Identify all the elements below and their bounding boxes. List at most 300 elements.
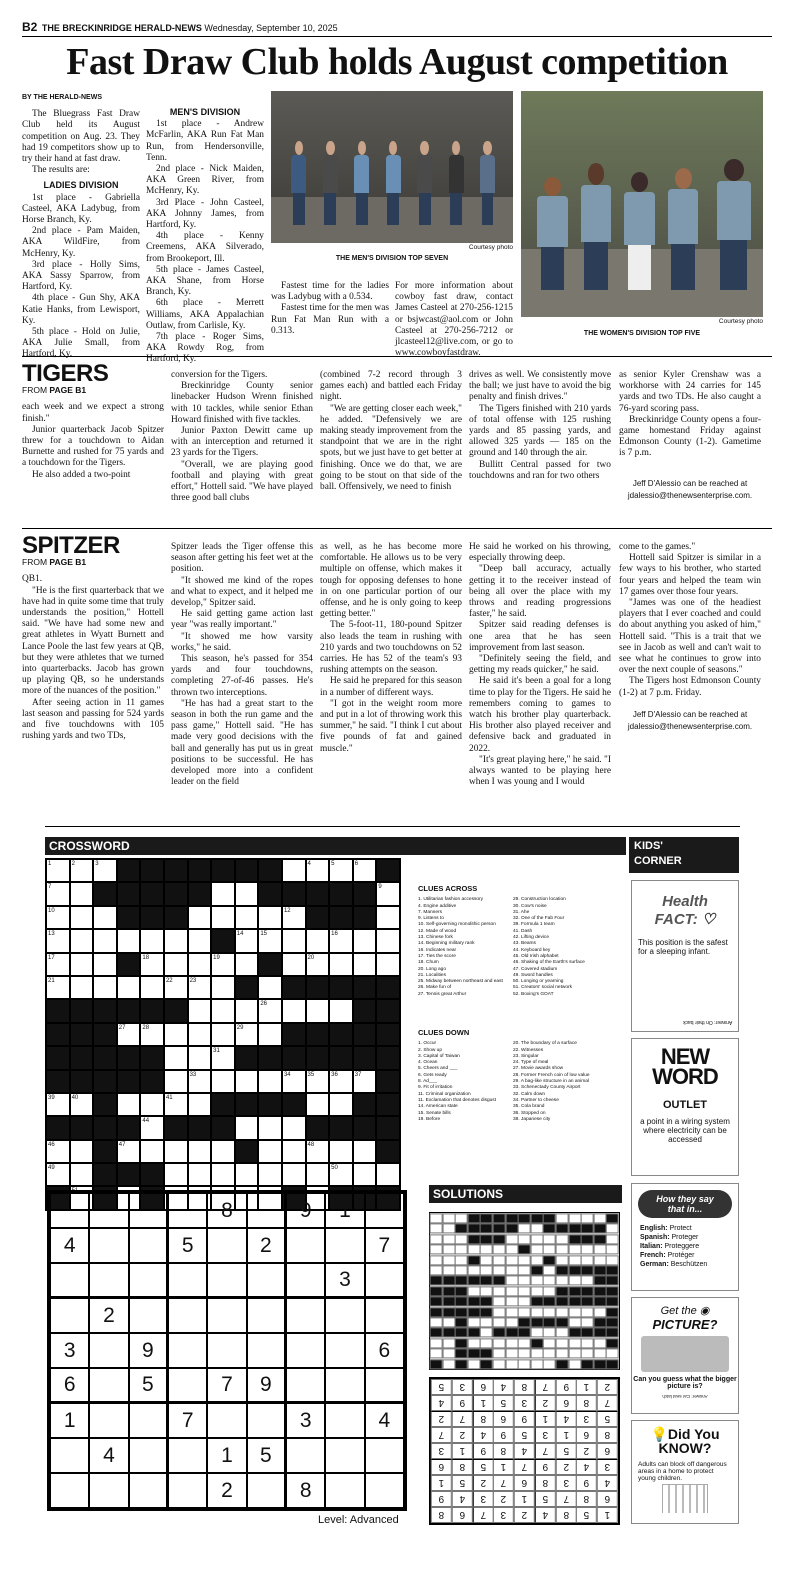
sudoku-solution-cell: 1 bbox=[535, 1411, 556, 1427]
sudoku-cell[interactable] bbox=[168, 1368, 207, 1403]
solution-cell bbox=[480, 1338, 493, 1348]
crossword-cell[interactable]: 15 bbox=[258, 929, 282, 952]
crossword-cell[interactable]: 9 bbox=[376, 882, 400, 905]
sudoku-cell[interactable] bbox=[89, 1473, 128, 1508]
paragraph: Breckinridge County opens a four-game homestand Friday against Edmonson County (1-2). Gametime is 7 p.m. bbox=[619, 414, 761, 459]
sudoku-cell[interactable] bbox=[50, 1438, 89, 1473]
solution-cell bbox=[493, 1359, 506, 1369]
crossword-cell[interactable] bbox=[93, 953, 117, 976]
sudoku-cell[interactable]: 4 bbox=[50, 1228, 89, 1263]
crossword-cell[interactable] bbox=[376, 953, 400, 976]
crossword-cell[interactable]: 12 bbox=[282, 906, 306, 929]
crossword-block bbox=[306, 1046, 330, 1069]
solution-cell bbox=[480, 1286, 493, 1296]
crossword-cell[interactable] bbox=[211, 1163, 235, 1186]
sudoku-cell[interactable]: 1 bbox=[325, 1193, 364, 1228]
sudoku-cell[interactable] bbox=[207, 1263, 246, 1298]
sudoku-cell[interactable] bbox=[168, 1473, 207, 1508]
solution-cell bbox=[581, 1338, 594, 1348]
crossword-cell[interactable] bbox=[258, 906, 282, 929]
sudoku-cell[interactable] bbox=[129, 1298, 168, 1333]
crossword-cell[interactable] bbox=[235, 1070, 259, 1093]
crossword-cell[interactable] bbox=[93, 929, 117, 952]
solution-cell bbox=[606, 1213, 619, 1223]
sudoku-cell[interactable] bbox=[207, 1333, 246, 1368]
crossword-cell[interactable] bbox=[93, 906, 117, 929]
crossword-cell[interactable] bbox=[188, 1140, 212, 1163]
paragraph: "It showed me how varsity works," he said. bbox=[171, 631, 313, 653]
crossword-cell[interactable]: 34 bbox=[282, 1070, 306, 1093]
crossword-cell[interactable] bbox=[306, 1163, 330, 1186]
crossword-cell[interactable] bbox=[117, 976, 141, 999]
sudoku-cell[interactable] bbox=[129, 1473, 168, 1508]
solution-cell bbox=[468, 1213, 481, 1223]
clue: 52. Boxing's GOAT bbox=[513, 991, 554, 997]
crossword-cell[interactable] bbox=[306, 929, 330, 952]
crossword-cell[interactable] bbox=[211, 1070, 235, 1093]
clue: 24. Type of meal bbox=[513, 1060, 549, 1066]
sudoku-cell[interactable] bbox=[286, 1438, 325, 1473]
crossword-cell[interactable]: 5 bbox=[329, 859, 353, 882]
crossword-cell[interactable]: 50 bbox=[329, 1163, 353, 1186]
solution-cell bbox=[443, 1317, 456, 1327]
photo1-credit: Courtesy photo bbox=[468, 244, 513, 251]
crossword-cell[interactable]: 7 bbox=[46, 882, 70, 905]
sudoku-cell[interactable] bbox=[89, 1368, 128, 1403]
crossword-cell[interactable]: 2 bbox=[70, 859, 94, 882]
solution-cell bbox=[430, 1327, 443, 1337]
sudoku-cell[interactable] bbox=[168, 1193, 207, 1228]
paragraph: "Definitely seeing the field, and getting my reads quicker," he said. bbox=[469, 654, 611, 676]
tigers-text-1 bbox=[22, 402, 164, 480]
sudoku-cell[interactable]: 4 bbox=[365, 1403, 404, 1438]
crossword-cell[interactable] bbox=[164, 1046, 188, 1069]
clue: 47. Covered stadium bbox=[513, 966, 558, 972]
crossword-cell[interactable] bbox=[235, 1163, 259, 1186]
crossword-cell[interactable]: 20 bbox=[306, 953, 330, 976]
fastdraw-col1 bbox=[22, 92, 140, 361]
sudoku-cell[interactable]: 3 bbox=[50, 1333, 89, 1368]
crossword-cell[interactable]: 22 bbox=[164, 976, 188, 999]
sudoku-cell[interactable] bbox=[247, 1193, 286, 1228]
did-you-know-text: Adults can block off dangerous areas in a home to protect young children. bbox=[638, 1461, 727, 1482]
sudoku-cell[interactable] bbox=[89, 1193, 128, 1228]
crossword-cell[interactable]: 3 bbox=[93, 859, 117, 882]
crossword-cell[interactable]: 39 bbox=[46, 1093, 70, 1116]
solution-cell bbox=[518, 1296, 531, 1306]
sudoku-solution-cell: 2 bbox=[556, 1459, 577, 1475]
sudoku-cell[interactable] bbox=[89, 1403, 128, 1438]
sudoku-cell[interactable] bbox=[325, 1228, 364, 1263]
solution-cell bbox=[569, 1296, 582, 1306]
crossword-block bbox=[258, 1046, 282, 1069]
sudoku-cell[interactable] bbox=[129, 1263, 168, 1298]
sudoku-cell[interactable] bbox=[325, 1298, 364, 1333]
sudoku-cell[interactable] bbox=[325, 1403, 364, 1438]
sudoku-solution-cell: 1 bbox=[493, 1459, 514, 1475]
crossword-cell[interactable]: 26 bbox=[258, 999, 282, 1022]
sudoku-cell[interactable] bbox=[325, 1438, 364, 1473]
crossword-block bbox=[235, 1140, 259, 1163]
crossword-cell[interactable] bbox=[282, 859, 306, 882]
solution-cell bbox=[480, 1244, 493, 1254]
sudoku-cell[interactable]: 7 bbox=[365, 1228, 404, 1263]
crossword-cell[interactable] bbox=[353, 953, 377, 976]
sudoku-cell[interactable] bbox=[286, 1228, 325, 1263]
crossword-cell[interactable] bbox=[235, 999, 259, 1022]
clue: 12. Made of wood bbox=[418, 928, 457, 934]
sudoku-cell[interactable] bbox=[207, 1228, 246, 1263]
sudoku-cell[interactable] bbox=[89, 1333, 128, 1368]
crossword-cell[interactable] bbox=[188, 999, 212, 1022]
sudoku-grid[interactable] bbox=[47, 1190, 407, 1511]
crossword-cell[interactable] bbox=[282, 1163, 306, 1186]
spitzer-text-5 bbox=[619, 542, 761, 699]
crossword-cell[interactable] bbox=[164, 1023, 188, 1046]
clue: 32. One of the Fab Four bbox=[513, 916, 565, 922]
sudoku-cell[interactable]: 8 bbox=[286, 1473, 325, 1508]
sudoku-solution-cell: 1 bbox=[431, 1475, 452, 1491]
crossword-cell[interactable]: 46 bbox=[46, 1140, 70, 1163]
sudoku-solution-cell: 2 bbox=[597, 1379, 618, 1395]
paragraph: "We are getting closer each week," he added. "Defensively we are making steady improvement from the standpoint that we are in the right spots, but we just have to get better at finishing. Once we do that, we are going to be stout on that side of the ball. Offensively, we need to finish bbox=[320, 403, 462, 493]
crossword-cell[interactable] bbox=[376, 906, 400, 929]
solution-cell bbox=[606, 1359, 619, 1369]
sudoku-cell[interactable] bbox=[129, 1403, 168, 1438]
sudoku-cell[interactable] bbox=[50, 1193, 89, 1228]
sudoku-solution-cell: 5 bbox=[493, 1395, 514, 1411]
crossword-cell[interactable] bbox=[140, 929, 164, 952]
sudoku-cell[interactable]: 2 bbox=[89, 1298, 128, 1333]
sudoku-cell[interactable]: 7 bbox=[207, 1368, 246, 1403]
solution-cell bbox=[430, 1307, 443, 1317]
solution-cell bbox=[556, 1327, 569, 1337]
crossword-cell[interactable] bbox=[258, 1140, 282, 1163]
solution-cell bbox=[455, 1255, 468, 1265]
crossword-cell[interactable] bbox=[188, 1023, 212, 1046]
crossword-cell[interactable] bbox=[70, 1140, 94, 1163]
crossword-cell[interactable]: 41 bbox=[164, 1093, 188, 1116]
crossword-cell[interactable] bbox=[376, 929, 400, 952]
sudoku-cell[interactable] bbox=[365, 1263, 404, 1298]
crossword-cell[interactable] bbox=[353, 1140, 377, 1163]
paragraph: Bullitt Central passed for two touchdowns and ran for two others bbox=[469, 459, 611, 481]
crossword-cell[interactable] bbox=[164, 953, 188, 976]
sudoku-cell[interactable]: 4 bbox=[89, 1438, 128, 1473]
solution-cell bbox=[569, 1348, 582, 1358]
sudoku-cell[interactable] bbox=[286, 1298, 325, 1333]
solution-cell bbox=[430, 1359, 443, 1369]
spitzer-col4 bbox=[469, 542, 611, 788]
crossword-cell[interactable] bbox=[117, 1093, 141, 1116]
solution-cell bbox=[581, 1307, 594, 1317]
crossword-cell[interactable]: 49 bbox=[46, 1163, 70, 1186]
crossword-cell[interactable]: 23 bbox=[188, 976, 212, 999]
sudoku-cell[interactable] bbox=[50, 1473, 89, 1508]
crossword-cell[interactable] bbox=[117, 929, 141, 952]
sudoku-cell[interactable] bbox=[247, 1473, 286, 1508]
crossword-cell[interactable] bbox=[282, 1140, 306, 1163]
crossword-cell[interactable] bbox=[258, 1023, 282, 1046]
crossword-cell[interactable] bbox=[258, 1070, 282, 1093]
crossword-cell[interactable] bbox=[188, 953, 212, 976]
sudoku-cell[interactable] bbox=[89, 1263, 128, 1298]
sudoku-cell[interactable]: 5 bbox=[168, 1228, 207, 1263]
clue: 1. Utilitarian fashion accessory bbox=[418, 897, 484, 903]
crossword-block bbox=[70, 999, 94, 1022]
crossword-block bbox=[70, 1070, 94, 1093]
crossword-cell[interactable] bbox=[282, 929, 306, 952]
sudoku-cell[interactable] bbox=[365, 1368, 404, 1403]
crossword-cell[interactable]: 37 bbox=[353, 1070, 377, 1093]
sudoku-cell[interactable]: 6 bbox=[365, 1333, 404, 1368]
paragraph: "I got in the weight room more and put in a lot of throwing work this summer," he said. "I think I cut about five pounds of fat and gained muscle." bbox=[320, 698, 462, 754]
crossword-cell[interactable] bbox=[188, 1093, 212, 1116]
sudoku-cell[interactable]: 3 bbox=[325, 1263, 364, 1298]
crossword-cell[interactable] bbox=[164, 929, 188, 952]
crossword-cell[interactable]: 33 bbox=[188, 1070, 212, 1093]
crossword-cell[interactable] bbox=[353, 929, 377, 952]
sudoku-cell[interactable]: 5 bbox=[129, 1368, 168, 1403]
sudoku-cell[interactable] bbox=[89, 1228, 128, 1263]
sudoku-cell[interactable] bbox=[207, 1403, 246, 1438]
crossword-cell[interactable]: 18 bbox=[140, 953, 164, 976]
crossword-cell[interactable] bbox=[70, 976, 94, 999]
solution-cell bbox=[506, 1348, 519, 1358]
mens-division-title: MEN'S DIVISION bbox=[169, 107, 241, 117]
sudoku-cell[interactable] bbox=[286, 1333, 325, 1368]
crossword-cell[interactable]: 27 bbox=[117, 1023, 141, 1046]
solution-cell bbox=[543, 1255, 556, 1265]
crossword-cell[interactable] bbox=[164, 1140, 188, 1163]
sudoku-solution-cell: 7 bbox=[556, 1491, 577, 1507]
crossword-cell[interactable] bbox=[376, 1163, 400, 1186]
crossword-cell[interactable]: 10 bbox=[46, 906, 70, 929]
sudoku-solution-cell: 7 bbox=[431, 1427, 452, 1443]
crossword-cell[interactable]: 16 bbox=[329, 929, 353, 952]
sudoku-solution-cell: 8 bbox=[597, 1427, 618, 1443]
sudoku-cell[interactable] bbox=[129, 1228, 168, 1263]
crossword-cell[interactable] bbox=[258, 976, 282, 999]
sudoku-cell[interactable] bbox=[365, 1193, 404, 1228]
sudoku-cell[interactable] bbox=[325, 1368, 364, 1403]
crossword-cell[interactable] bbox=[211, 976, 235, 999]
sudoku-cell[interactable] bbox=[365, 1298, 404, 1333]
crossword-cell[interactable] bbox=[188, 1046, 212, 1069]
clues-down-title: CLUES DOWN bbox=[418, 1028, 470, 1037]
sudoku-cell[interactable] bbox=[168, 1333, 207, 1368]
crossword-cell[interactable] bbox=[211, 1140, 235, 1163]
crossword-cell[interactable] bbox=[140, 1140, 164, 1163]
crossword-cell[interactable]: 47 bbox=[117, 1140, 141, 1163]
sudoku-solution-cell: 3 bbox=[452, 1379, 473, 1395]
solution-cell bbox=[594, 1265, 607, 1275]
sudoku-cell[interactable] bbox=[325, 1333, 364, 1368]
crossword-cell[interactable]: 13 bbox=[46, 929, 70, 952]
crossword-block bbox=[164, 999, 188, 1022]
sudoku-cell[interactable] bbox=[286, 1263, 325, 1298]
sudoku-cell[interactable]: 9 bbox=[129, 1333, 168, 1368]
paragraph: He said he prepared for this season in a number of different ways. bbox=[320, 676, 462, 698]
sudoku-cell[interactable] bbox=[247, 1333, 286, 1368]
crossword-cell[interactable] bbox=[93, 976, 117, 999]
crossword-cell[interactable]: 21 bbox=[46, 976, 70, 999]
sudoku-solution-cell: 8 bbox=[535, 1475, 556, 1491]
crossword-cell[interactable] bbox=[235, 882, 259, 905]
sudoku-cell[interactable] bbox=[50, 1298, 89, 1333]
sudoku-solution-cell: 2 bbox=[576, 1443, 597, 1459]
crossword-cell[interactable]: 6 bbox=[353, 859, 377, 882]
crossword-cell[interactable]: 29 bbox=[235, 1023, 259, 1046]
sudoku-cell[interactable] bbox=[247, 1298, 286, 1333]
crossword-block bbox=[353, 976, 377, 999]
byline: BY THE HERALD-NEWS bbox=[22, 94, 102, 101]
crossword-cell[interactable] bbox=[70, 953, 94, 976]
crossword-cell[interactable] bbox=[140, 976, 164, 999]
crossword-cell[interactable]: 36 bbox=[329, 1070, 353, 1093]
solution-cell bbox=[594, 1275, 607, 1285]
crossword-cell[interactable] bbox=[329, 1093, 353, 1116]
crossword-cell[interactable] bbox=[282, 999, 306, 1022]
sudoku-cell[interactable] bbox=[247, 1263, 286, 1298]
sudoku-cell[interactable]: 9 bbox=[247, 1368, 286, 1403]
solution-cell bbox=[493, 1213, 506, 1223]
sudoku-cell[interactable] bbox=[365, 1438, 404, 1473]
sudoku-cell[interactable] bbox=[286, 1368, 325, 1403]
sudoku-cell[interactable] bbox=[325, 1473, 364, 1508]
paragraph: as well, as he has become more comfortable. He allows us to be very multiple on offense, which makes it tough for opposing defenses to hone in on one particular portion of our offense, and he is only going to keep getting better." bbox=[320, 542, 462, 620]
crossword-cell[interactable] bbox=[282, 1116, 306, 1139]
crossword-cell[interactable]: 44 bbox=[140, 1116, 164, 1139]
crossword-block bbox=[140, 859, 164, 882]
sudoku-cell[interactable]: 6 bbox=[50, 1368, 89, 1403]
tigers-jump-label: FROM PAGE B1 bbox=[22, 385, 87, 396]
spitzer-jump-label: FROM PAGE B1 bbox=[22, 557, 87, 568]
crossword-cell[interactable] bbox=[70, 1163, 94, 1186]
crossword-cell[interactable]: 51 bbox=[70, 1186, 94, 1209]
sudoku-solution-cell: 9 bbox=[431, 1491, 452, 1507]
crossword-cell[interactable] bbox=[329, 1140, 353, 1163]
sudoku-cell[interactable]: 1 bbox=[50, 1403, 89, 1438]
crossword-cell[interactable] bbox=[211, 999, 235, 1022]
crossword-solution bbox=[429, 1212, 620, 1370]
crossword-cell[interactable]: 4 bbox=[306, 859, 330, 882]
sudoku-cell[interactable] bbox=[129, 1193, 168, 1228]
crossword-cell[interactable] bbox=[282, 953, 306, 976]
sudoku-solution-cell: 3 bbox=[514, 1395, 535, 1411]
sudoku-solution-cell: 1 bbox=[473, 1395, 494, 1411]
paragraph: After seeing action in 11 games last season and passing for 524 yards and five touchdowns with 105 rushing yards and two TDs, bbox=[22, 697, 164, 742]
clue: 22. Witnesses bbox=[513, 1047, 544, 1053]
crossword-cell[interactable]: 1 bbox=[46, 859, 70, 882]
solution-cell bbox=[556, 1265, 569, 1275]
crossword-cell[interactable]: 35 bbox=[306, 1070, 330, 1093]
sudoku-cell[interactable]: 7 bbox=[168, 1403, 207, 1438]
clue: 36. Stopped on bbox=[513, 1110, 546, 1116]
crossword-cell[interactable] bbox=[188, 929, 212, 952]
sudoku-cell[interactable] bbox=[168, 1438, 207, 1473]
sudoku-cell[interactable]: 2 bbox=[247, 1228, 286, 1263]
sudoku-cell[interactable] bbox=[365, 1473, 404, 1508]
crossword-cell[interactable] bbox=[353, 1163, 377, 1186]
sudoku-cell[interactable] bbox=[50, 1263, 89, 1298]
crossword-cell[interactable] bbox=[258, 1116, 282, 1139]
crossword-cell[interactable] bbox=[188, 906, 212, 929]
sudoku-cell[interactable] bbox=[129, 1438, 168, 1473]
crossword-block bbox=[188, 882, 212, 905]
crossword-cell[interactable] bbox=[329, 953, 353, 976]
crossword-cell[interactable]: 19 bbox=[211, 953, 235, 976]
sudoku-solution-cell: 8 bbox=[576, 1491, 597, 1507]
crossword-cell[interactable]: 14 bbox=[235, 929, 259, 952]
solution-cell bbox=[531, 1296, 544, 1306]
crossword-cell[interactable] bbox=[235, 953, 259, 976]
crossword-cell[interactable] bbox=[306, 999, 330, 1022]
sudoku-cell[interactable]: 9 bbox=[286, 1193, 325, 1228]
crossword-cell[interactable]: 40 bbox=[70, 1093, 94, 1116]
crossword-cell[interactable] bbox=[211, 906, 235, 929]
sudoku-cell[interactable] bbox=[247, 1403, 286, 1438]
crossword-cell[interactable]: 48 bbox=[306, 1140, 330, 1163]
crossword-cell[interactable]: 28 bbox=[140, 1023, 164, 1046]
crossword-cell[interactable] bbox=[70, 906, 94, 929]
crossword-cell[interactable] bbox=[164, 1070, 188, 1093]
sudoku-cell[interactable] bbox=[168, 1298, 207, 1333]
sudoku-solution-cell: 9 bbox=[473, 1443, 494, 1459]
clue: 19. Before bbox=[418, 1116, 441, 1122]
crossword-block bbox=[282, 1093, 306, 1116]
crossword-cell[interactable] bbox=[329, 999, 353, 1022]
solution-cell bbox=[480, 1213, 493, 1223]
crossword-cell[interactable] bbox=[235, 1116, 259, 1139]
sudoku-solution-cell: 6 bbox=[597, 1491, 618, 1507]
crossword-cell[interactable] bbox=[70, 929, 94, 952]
crossword-block bbox=[376, 1116, 400, 1139]
sudoku-solution-cell: 9 bbox=[556, 1379, 577, 1395]
sudoku-cell[interactable] bbox=[168, 1263, 207, 1298]
solution-cell bbox=[543, 1307, 556, 1317]
crossword-cell[interactable] bbox=[258, 1163, 282, 1186]
crossword-cell[interactable] bbox=[211, 882, 235, 905]
crossword-cell[interactable] bbox=[211, 1023, 235, 1046]
sudoku-cell[interactable]: 3 bbox=[286, 1403, 325, 1438]
crossword-cell[interactable]: 17 bbox=[46, 953, 70, 976]
tigers-kicker: TIGERS bbox=[22, 360, 109, 387]
crossword-block bbox=[306, 882, 330, 905]
crossword-block bbox=[376, 999, 400, 1022]
solution-cell bbox=[430, 1244, 443, 1254]
sudoku-cell[interactable]: 2 bbox=[207, 1473, 246, 1508]
crossword-cell[interactable] bbox=[306, 1093, 330, 1116]
sudoku-cell[interactable]: 5 bbox=[247, 1438, 286, 1473]
crossword-cell[interactable]: 31 bbox=[211, 1046, 235, 1069]
solution-cell bbox=[556, 1286, 569, 1296]
crossword-cell[interactable] bbox=[140, 1093, 164, 1116]
solution-cell bbox=[443, 1213, 456, 1223]
sudoku-cell[interactable] bbox=[207, 1298, 246, 1333]
crossword-cell[interactable] bbox=[70, 882, 94, 905]
sudoku-solution-cell: 9 bbox=[493, 1427, 514, 1443]
sudoku-cell[interactable]: 1 bbox=[207, 1438, 246, 1473]
crossword-cell[interactable] bbox=[235, 906, 259, 929]
sudoku-cell[interactable]: 8 bbox=[207, 1193, 246, 1228]
get-picture-answer: Answer: Car seat latch bbox=[662, 1394, 708, 1399]
solution-cell bbox=[443, 1338, 456, 1348]
crossword-grid[interactable] bbox=[45, 858, 401, 1211]
crossword-cell[interactable] bbox=[188, 1163, 212, 1186]
solution-cell bbox=[506, 1317, 519, 1327]
crossword-cell[interactable] bbox=[164, 1163, 188, 1186]
